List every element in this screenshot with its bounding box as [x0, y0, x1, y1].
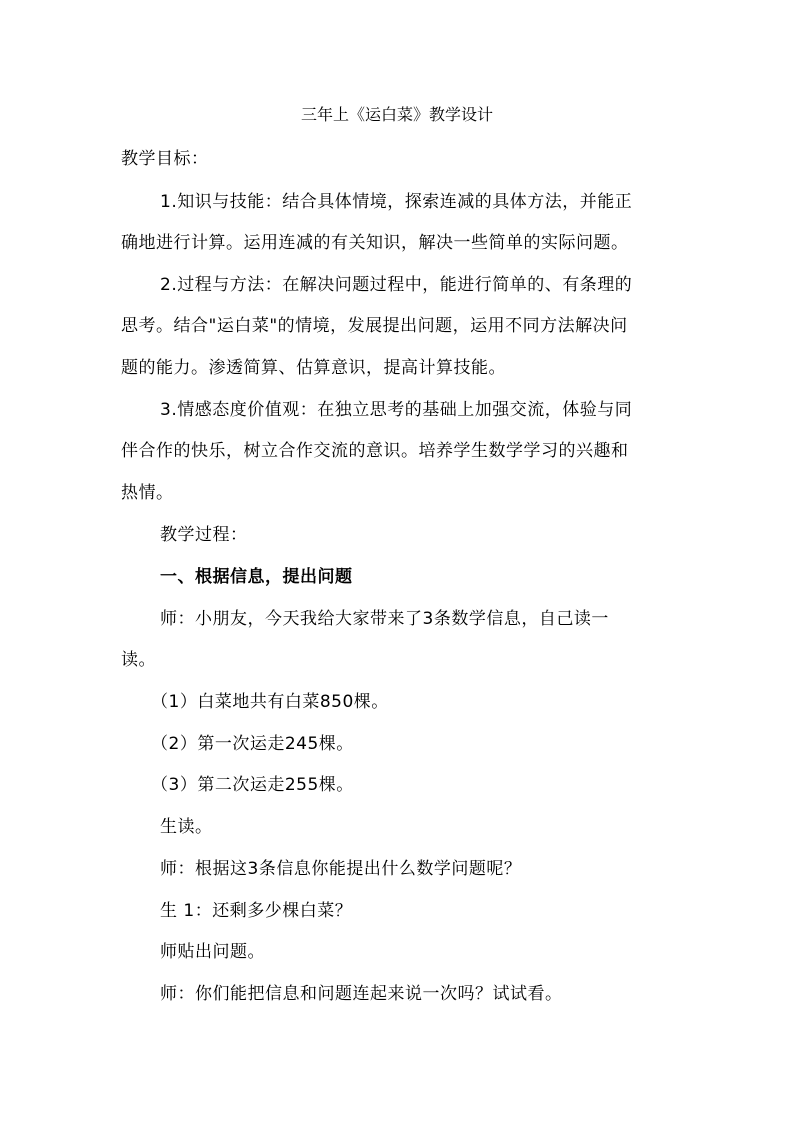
info-item: （3）第二次运走255棵。 — [151, 775, 354, 795]
paragraph-line: 1.知识与技能：结合具体情境，探索连减的具体方法，并能正 — [160, 192, 633, 212]
paragraph-line: 读。 — [121, 650, 156, 670]
paragraph-line: 题的能力。渗透简算、估算意识，提高计算技能。 — [121, 358, 506, 378]
paragraph-line: 生读。 — [160, 817, 213, 837]
paragraph-line: 确地进行计算。运用连减的有关知识，解决一些简单的实际问题。 — [121, 233, 629, 253]
paragraph-line: 思考。结合"运白菜"的情境，发展提出问题，运用不同方法解决问 — [121, 316, 628, 336]
paragraph-line: 3.情感态度价值观：在独立思考的基础上加强交流，体验与同 — [160, 400, 633, 420]
paragraph-line: 师：根据这3条信息你能提出什么数学问题呢？ — [160, 859, 522, 879]
paragraph-line: 师：小朋友，今天我给大家带来了3条数学信息，自己读一 — [160, 609, 609, 629]
info-item: （2）第一次运走245棵。 — [151, 734, 354, 754]
paragraph-line: 师：你们能把信息和问题连起来说一次吗？试试看。 — [160, 984, 563, 1004]
info-item: （1）白菜地共有白菜850棵。 — [151, 692, 389, 712]
paragraph-line: 2.过程与方法：在解决问题过程中，能进行简单的、有条理的 — [160, 275, 633, 295]
paragraph-line: 热情。 — [121, 483, 174, 503]
process-heading: 教学过程： — [160, 525, 248, 545]
paragraph-line: 伴合作的快乐，树立合作交流的意识。培养学生数学学习的兴趣和 — [121, 441, 629, 461]
paragraph-line: 生 1：还剩多少棵白菜？ — [160, 901, 353, 921]
section-heading: 一、根据信息，提出问题 — [160, 567, 353, 587]
document-title: 三年上《运白菜》教学设计 — [300, 105, 493, 124]
paragraph-line: 师贴出问题。 — [160, 942, 265, 962]
objectives-heading: 教学目标： — [121, 149, 209, 169]
